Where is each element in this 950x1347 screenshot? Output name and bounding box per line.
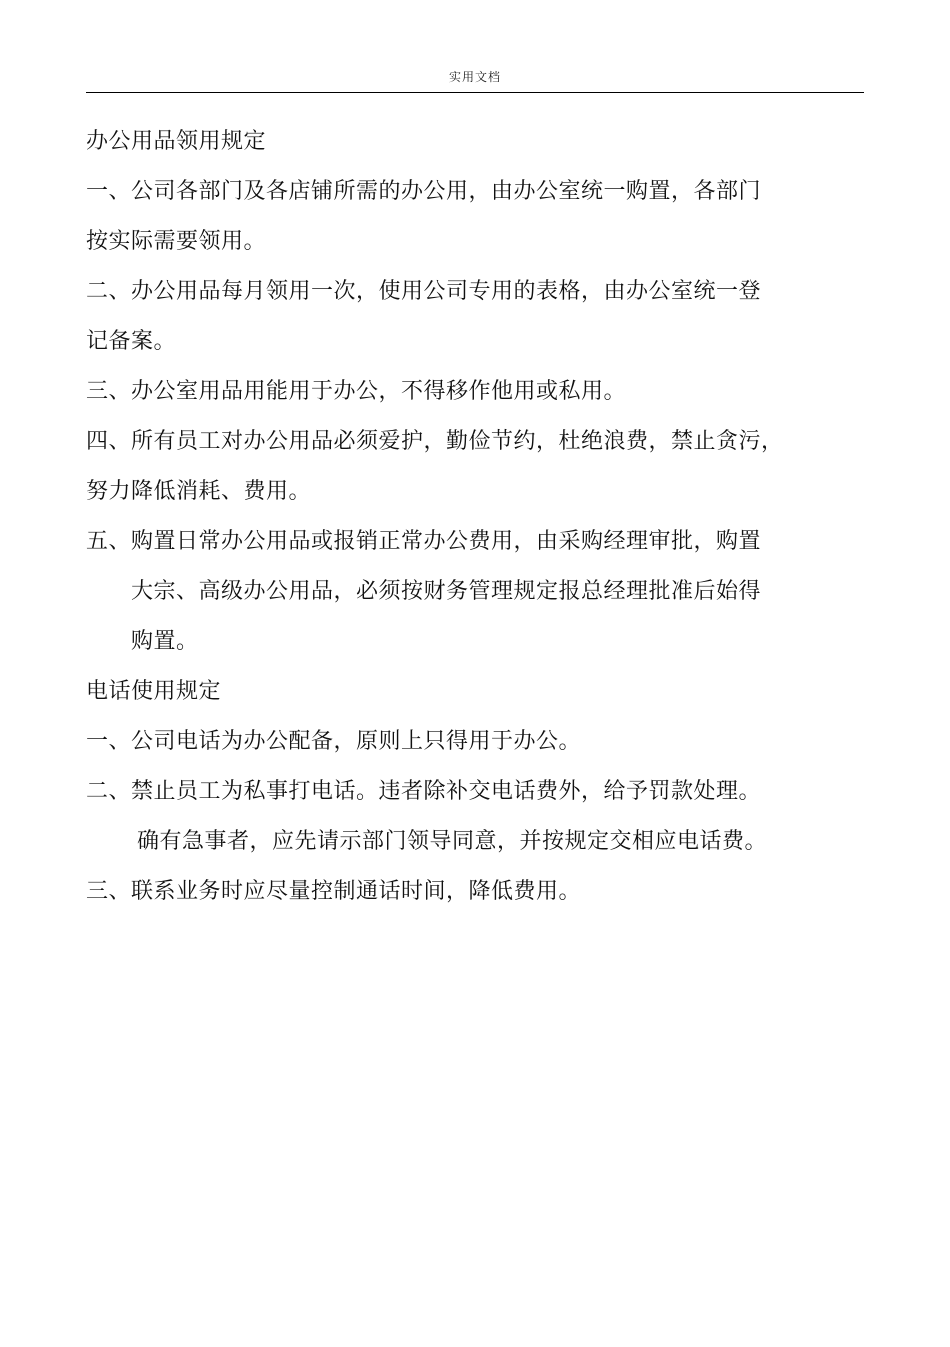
office-supplies-item-5-line-2: 大宗、高级办公用品，必须按财务管理规定报总经理批准后始得 bbox=[131, 579, 762, 604]
telephone-item-2-line-1: 二、禁止员工为私事打电话。违者除补交电话费外，给予罚款处理。 bbox=[86, 779, 762, 804]
telephone-item-3-line-1: 三、联系业务时应尽量控制通话时间，降低费用。 bbox=[86, 879, 582, 904]
office-supplies-item-3-line-1: 三、办公室用品用能用于办公，不得移作他用或私用。 bbox=[86, 379, 627, 404]
office-supplies-item-1-line-2: 按实际需要领用。 bbox=[86, 229, 267, 254]
office-supplies-item-2-line-1: 二、办公用品每月领用一次，使用公司专用的表格，由办公室统一登 bbox=[86, 279, 762, 304]
office-supplies-item-4-line-2: 努力降低消耗、费用。 bbox=[86, 479, 312, 504]
office-supplies-item-4-line-1: 四、所有员工对办公用品必须爱护，勤俭节约，杜绝浪费，禁止贪污， bbox=[86, 429, 784, 454]
telephone-item-2-line-2: 确有急事者，应先请示部门领导同意，并按规定交相应电话费。 bbox=[137, 829, 768, 854]
office-supplies-item-5-line-1: 五、购置日常办公用品或报销正常办公费用，由采购经理审批，购置 bbox=[86, 529, 762, 554]
office-supplies-item-5-line-3: 购置。 bbox=[131, 629, 199, 654]
office-supplies-item-2-line-2: 记备案。 bbox=[86, 329, 177, 354]
section-title-telephone: 电话使用规定 bbox=[86, 679, 222, 704]
office-supplies-item-1-line-1: 一、公司各部门及各店铺所需的办公用，由办公室统一购置，各部门 bbox=[86, 179, 762, 204]
section-title-office-supplies: 办公用品领用规定 bbox=[86, 129, 267, 154]
telephone-item-1-line-1: 一、公司电话为办公配备，原则上只得用于办公。 bbox=[86, 729, 582, 754]
page-header: 实用文档 bbox=[448, 70, 501, 84]
header-divider bbox=[86, 92, 864, 93]
